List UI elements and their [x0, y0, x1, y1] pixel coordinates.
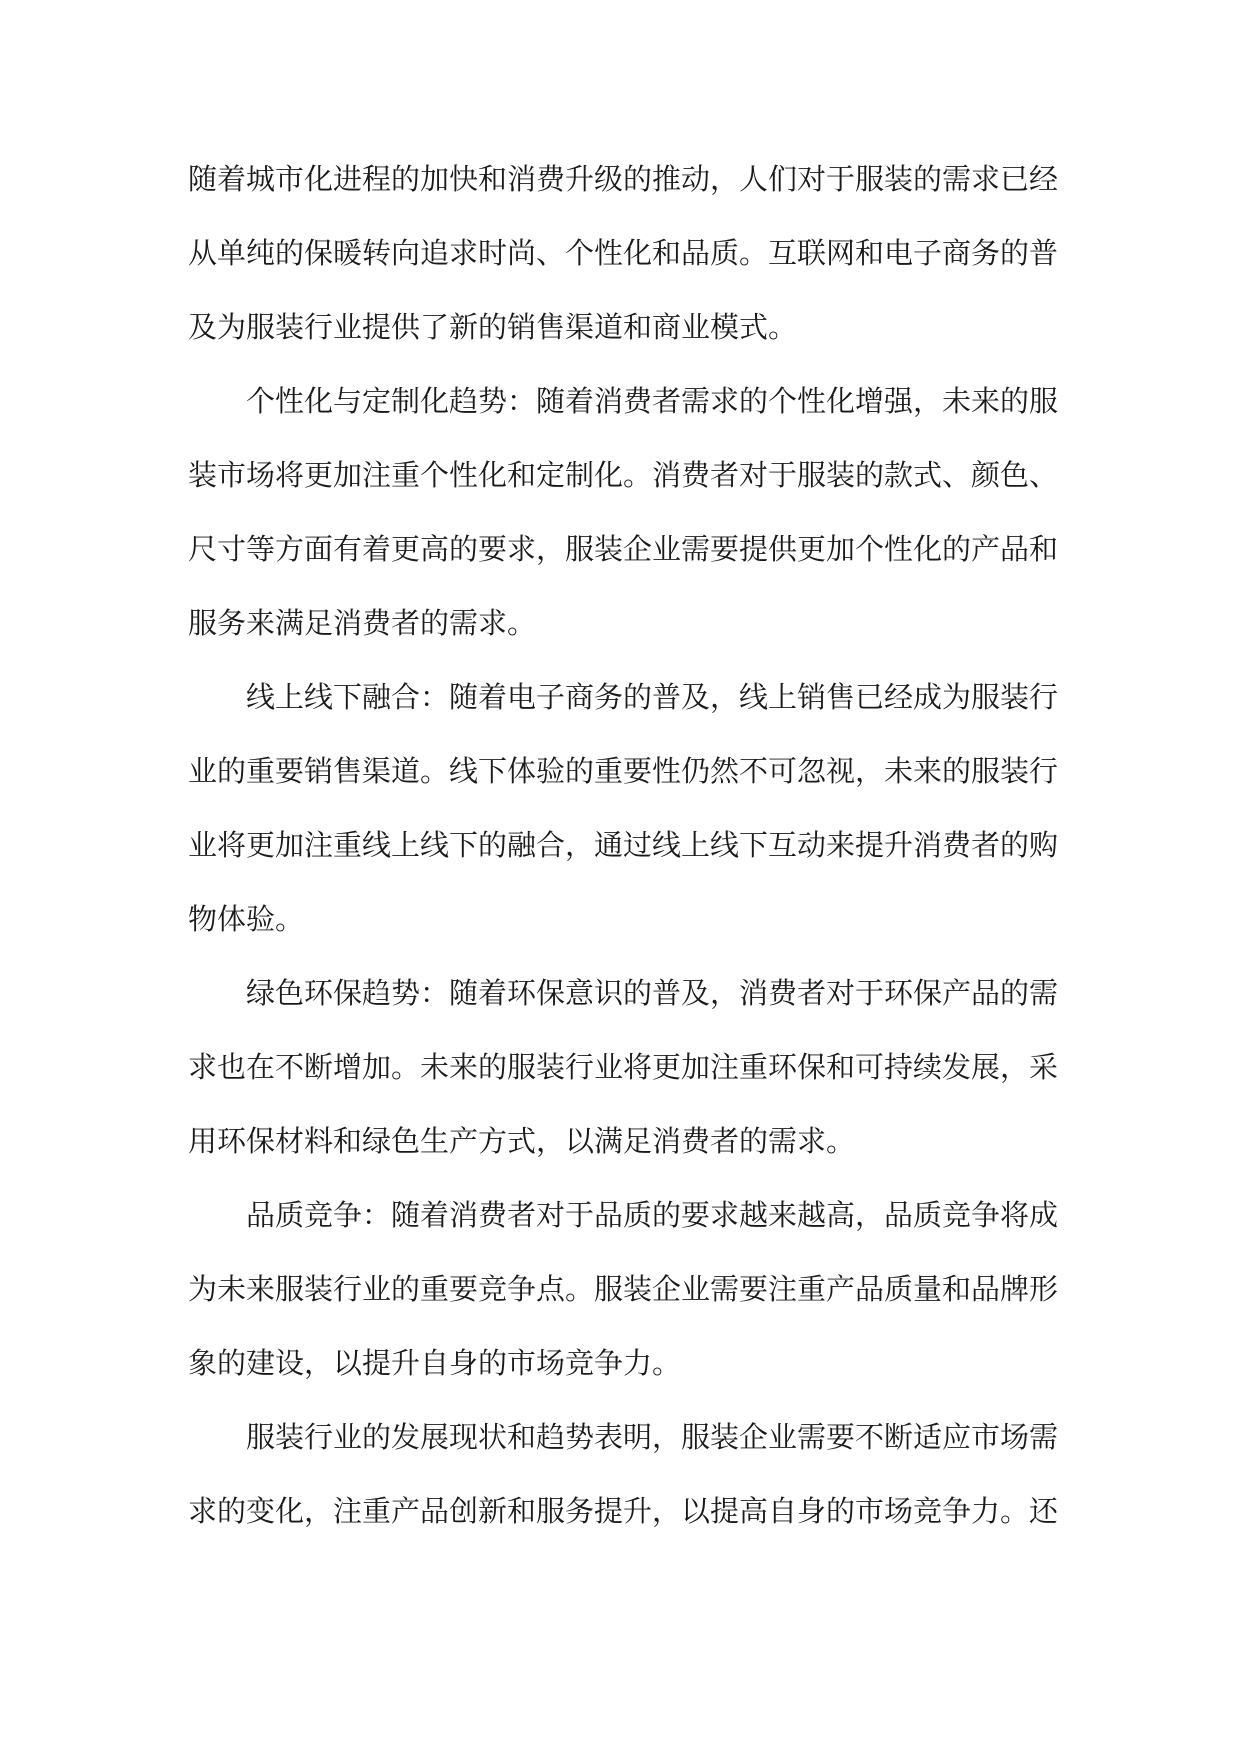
paragraph-start-line: 线上线下融合：随着电子商务的普及，线上销售已经成为服装行 — [246, 680, 1059, 714]
body-text — [188, 142, 1068, 1548]
paragraph-start-line: 品质竞争：随着消费者对于品质的要求越来越高，品质竞争将成 — [246, 1198, 1059, 1232]
text-line: 从单纯的保暖转向追求时尚、个性化和品质。互联网和电子商务的普 — [188, 236, 1059, 270]
text-line: 象的建设，以提升自身的市场竞争力。 — [188, 1346, 682, 1380]
text-line: 随着城市化进程的加快和消费升级的推动，人们对于服装的需求已经 — [188, 162, 1059, 196]
text-line: 求的变化，注重产品创新和服务提升，以提高自身的市场竞争力。还 — [188, 1494, 1059, 1528]
text-line: 业的重要销售渠道。线下体验的重要性仍然不可忽视，未来的服装行 — [188, 754, 1059, 788]
text-line: 及为服装行业提供了新的销售渠道和商业模式。 — [188, 310, 798, 344]
text-line: 服务来满足消费者的需求。 — [188, 606, 537, 640]
text-line: 业将更加注重线上线下的融合，通过线上线下互动来提升消费者的购 — [188, 828, 1059, 862]
text-line: 尺寸等方面有着更高的要求，服装企业需要提供更加个性化的产品和 — [188, 532, 1059, 566]
text-line: 装市场将更加注重个性化和定制化。消费者对于服装的款式、颜色、 — [188, 458, 1059, 492]
text-line: 用环保材料和绿色生产方式，以满足消费者的需求。 — [188, 1124, 856, 1158]
paragraph-start-line: 服装行业的发展现状和趋势表明，服装企业需要不断适应市场需 — [246, 1420, 1059, 1454]
paragraph-start-line: 个性化与定制化趋势：随着消费者需求的个性化增强，未来的服 — [246, 384, 1059, 418]
paragraph-start-line: 绿色环保趋势：随着环保意识的普及，消费者对于环保产品的需 — [246, 976, 1059, 1010]
text-line: 物体验。 — [188, 902, 305, 936]
text-line: 求也在不断增加。未来的服装行业将更加注重环保和可持续发展，采 — [188, 1050, 1059, 1084]
text-line: 为未来服装行业的重要竞争点。服装企业需要注重产品质量和品牌形 — [188, 1272, 1059, 1306]
